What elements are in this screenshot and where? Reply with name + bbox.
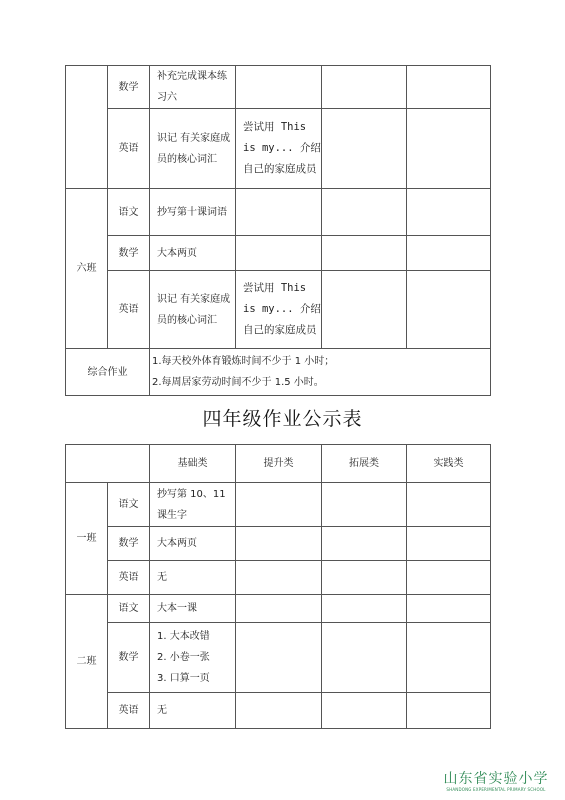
extend-cell xyxy=(322,271,407,349)
subject-cell: 数学 xyxy=(108,527,150,561)
extend-cell xyxy=(322,236,407,271)
extend-cell xyxy=(322,189,407,236)
advance-cell xyxy=(236,693,322,729)
practice-cell xyxy=(407,483,491,527)
advance-cell xyxy=(236,527,322,561)
advance-cell xyxy=(236,189,322,236)
extend-cell xyxy=(322,595,407,623)
extend-cell xyxy=(322,623,407,693)
basic-cell: 识记 有关家庭成员的核心词汇 xyxy=(150,271,236,349)
basic-cell: 大本两页 xyxy=(150,527,236,561)
advance-cell xyxy=(236,561,322,595)
subject-cell: 英语 xyxy=(108,693,150,729)
subject-cell: 数学 xyxy=(108,623,150,693)
school-logo xyxy=(432,771,560,793)
extend-cell xyxy=(322,66,407,109)
practice-cell xyxy=(407,693,491,729)
practice-cell xyxy=(407,595,491,623)
comprehensive-label: 综合作业 xyxy=(66,349,150,396)
advance-cell xyxy=(236,236,322,271)
page-title: 四年级作业公示表 xyxy=(202,408,363,430)
advance-cell xyxy=(236,623,322,693)
extend-cell xyxy=(322,561,407,595)
class-6-homework-table xyxy=(65,65,491,396)
logo-name-cn: 山东省实验小学 xyxy=(443,771,549,787)
comprehensive-content xyxy=(150,349,491,396)
extend-cell xyxy=(322,693,407,729)
subject-cell: 语文 xyxy=(108,483,150,527)
advance-cell: 尝试用 This is my... 介绍自己的家庭成员 xyxy=(236,109,322,189)
basic-cell: 抄写第十课词语 xyxy=(150,189,236,236)
class-cell-1: 一班 xyxy=(66,483,108,595)
basic-cell: 抄写第 10、11 课生字 xyxy=(150,483,236,527)
comprehensive-line-2: 2.每周居家劳动时间不少于 1.5 小时。 xyxy=(152,377,324,388)
subject-cell: 英语 xyxy=(108,271,150,349)
header-basic: 基础类 xyxy=(150,445,236,483)
practice-cell xyxy=(407,623,491,693)
subject-cell: 语文 xyxy=(108,189,150,236)
logo-name-en: SHANDONG EXPERIMENTAL PRIMARY SCHOOL xyxy=(446,787,546,792)
class-cell: 六班 xyxy=(66,189,108,349)
basic-cell: 大本一课 xyxy=(150,595,236,623)
basic-cell: 无 xyxy=(150,561,236,595)
practice-cell xyxy=(407,189,491,236)
class-cell-prev xyxy=(66,66,108,189)
list-item: 2. 小卷一张 xyxy=(157,652,210,663)
extend-cell xyxy=(322,483,407,527)
practice-cell xyxy=(407,527,491,561)
advance-cell xyxy=(236,483,322,527)
advance-cell xyxy=(236,595,322,623)
extend-cell xyxy=(322,109,407,189)
header-extend: 拓展类 xyxy=(322,445,407,483)
practice-cell xyxy=(407,236,491,271)
extend-cell xyxy=(322,527,407,561)
subject-cell: 语文 xyxy=(108,595,150,623)
practice-cell xyxy=(407,66,491,109)
subject-cell: 英语 xyxy=(108,109,150,189)
subject-cell: 数学 xyxy=(108,236,150,271)
list-item: 3. 口算一页 xyxy=(157,673,210,684)
basic-cell-list xyxy=(150,623,236,693)
practice-cell xyxy=(407,109,491,189)
advance-cell: 尝试用 This is my... 介绍自己的家庭成员 xyxy=(236,271,322,349)
basic-cell: 识记 有关家庭成员的核心词汇 xyxy=(150,109,236,189)
header-practice: 实践类 xyxy=(407,445,491,483)
basic-cell: 无 xyxy=(150,693,236,729)
advance-cell xyxy=(236,66,322,109)
header-advance: 提升类 xyxy=(236,445,322,483)
practice-cell xyxy=(407,561,491,595)
header-corner xyxy=(66,445,150,483)
practice-cell xyxy=(407,271,491,349)
basic-cell: 大本两页 xyxy=(150,236,236,271)
comprehensive-line-1: 1.每天校外体育锻炼时间不少于 1 小时； xyxy=(152,356,335,367)
subject-cell: 数学 xyxy=(108,66,150,109)
grade4-homework-table xyxy=(65,444,491,729)
subject-cell: 英语 xyxy=(108,561,150,595)
list-item: 1. 大本改错 xyxy=(157,631,210,642)
class-cell-2: 二班 xyxy=(66,595,108,729)
basic-cell: 补充完成课本练习六 xyxy=(150,66,236,109)
